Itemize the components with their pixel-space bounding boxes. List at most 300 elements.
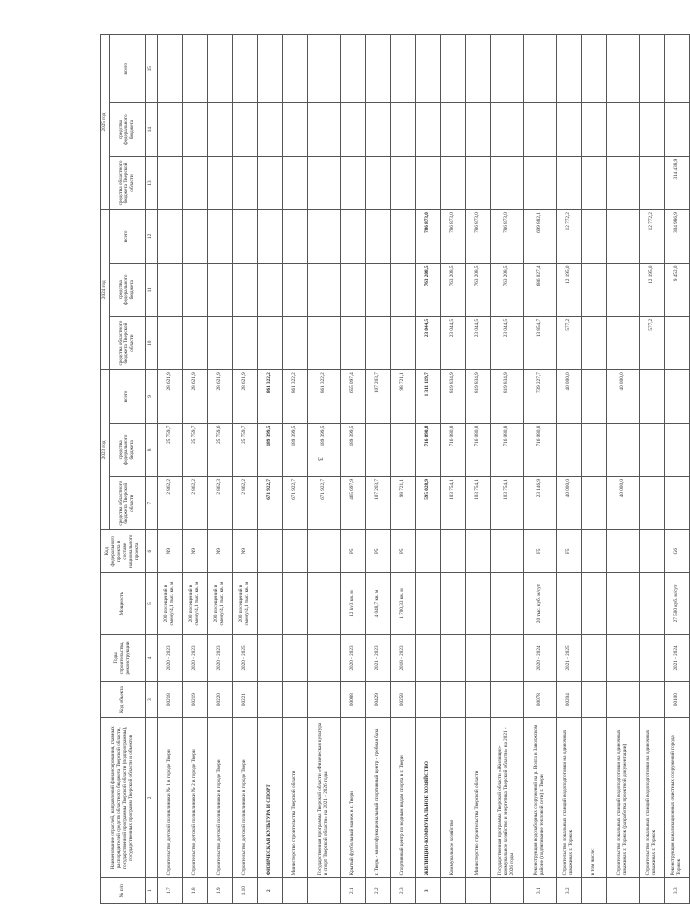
table-row: [365, 35, 390, 904]
header-regional-2025: средства областного бюджета Тверской области: [109, 156, 145, 209]
row-value: [639, 423, 664, 476]
row-value: [523, 35, 556, 103]
row-value: [157, 316, 182, 369]
column-index-row: [145, 35, 157, 904]
row-code: 00219: [182, 681, 207, 717]
row-value: [390, 35, 415, 103]
row-value: 739 227,7: [523, 370, 556, 423]
row-value: 103 754,1: [490, 477, 523, 530]
row-capacity: [257, 573, 282, 635]
row-value: [365, 263, 390, 316]
row-value: [556, 35, 581, 103]
row-value: [257, 316, 282, 369]
row-value: [232, 35, 257, 103]
row-name: Строительство детской поликлиники в городе Твери: [207, 718, 232, 878]
row-number: 3: [415, 878, 440, 904]
row-years: 2020 - 2024: [523, 635, 556, 682]
row-value: [556, 423, 581, 476]
row-value: 577,2: [639, 316, 664, 369]
row-value: 103 754,1: [465, 477, 490, 530]
row-name: Строительство детской поликлиники № 1 в городе Твери: [157, 718, 182, 878]
row-value: 716 080,8: [490, 423, 523, 476]
row-name: Реконструкция канализационных очистных сооружений города Торжок: [664, 718, 689, 878]
row-value: [307, 156, 340, 209]
table-row: [232, 35, 257, 904]
row-value: [307, 210, 340, 263]
row-value: [157, 103, 182, 156]
row-years: 2020 - 2023: [340, 635, 365, 682]
header-federal-2025: средства федерального бюджета: [109, 103, 145, 156]
row-fed-project: [639, 530, 664, 573]
row-value: [606, 156, 639, 209]
row-fed-project: F5: [556, 530, 581, 573]
row-value: [490, 156, 523, 209]
row-value: [415, 35, 440, 103]
row-value: 671 922,7: [307, 477, 340, 530]
row-value: 103 754,1: [440, 477, 465, 530]
row-value: [282, 103, 307, 156]
row-code: [282, 681, 307, 717]
row-value: [639, 156, 664, 209]
table-row: [415, 35, 440, 904]
row-value: [340, 263, 365, 316]
row-value: [639, 103, 664, 156]
row-capacity: [415, 573, 440, 635]
row-years: [606, 635, 639, 682]
row-value: 25 759,7: [182, 423, 207, 476]
row-value: 25 759,7: [232, 423, 257, 476]
row-value: 2 862,2: [232, 477, 257, 530]
row-value: 716 080,8: [440, 423, 465, 476]
row-value: 189 399,5: [257, 423, 282, 476]
table-body: [101, 35, 690, 904]
row-years: 2021 - 2025: [556, 635, 581, 682]
header-years: Годы строительства, реконструкции: [101, 635, 146, 682]
row-value: 107 203,7: [365, 477, 390, 530]
row-number: 1.9: [207, 878, 232, 904]
row-value: [581, 210, 606, 263]
row-capacity: 27 500 куб. м/сут: [664, 573, 689, 635]
row-value: 671 922,7: [257, 477, 282, 530]
row-fed-project: N9: [207, 530, 232, 573]
row-code: 00220: [207, 681, 232, 717]
column-index-cell: 11: [145, 263, 157, 316]
row-value: 23 044,5: [415, 316, 440, 369]
row-value: 577,2: [556, 316, 581, 369]
row-value: 189 399,5: [282, 423, 307, 476]
row-value: [556, 156, 581, 209]
row-code: 00100: [664, 681, 689, 717]
row-name: Строительство локальных станций водоподготовки на одиночных скважинах г. Торжок (разработка проектной документации): [606, 718, 639, 878]
row-value: [390, 156, 415, 209]
row-value: [606, 210, 639, 263]
row-value: [307, 35, 340, 103]
row-years: [581, 635, 606, 682]
table-row: [440, 35, 465, 904]
row-years: [490, 635, 523, 682]
row-value: [340, 35, 365, 103]
row-capacity: [639, 573, 664, 635]
row-value: 314 438,9: [664, 156, 689, 209]
row-value: [182, 156, 207, 209]
row-code: 00258: [390, 681, 415, 717]
row-value: [490, 35, 523, 103]
table-row: [581, 35, 606, 904]
row-fed-project: N9: [182, 530, 207, 573]
row-name: Реконструкция водозаборных сооружений на р. Волга в Заволжском районе (подтягивание тепловой сети) г. Твери: [523, 718, 556, 878]
column-index-cell: 14: [145, 103, 157, 156]
row-value: [207, 263, 232, 316]
row-number: 1.7: [157, 878, 182, 904]
row-value: 861 322,2: [282, 370, 307, 423]
row-name: ФИЗИЧЕСКАЯ КУЛЬТУРА И СПОРТ: [257, 718, 282, 878]
row-years: 2020 - 2023: [207, 635, 232, 682]
row-code: [415, 681, 440, 717]
row-fed-project: [490, 530, 523, 573]
row-fed-project: [606, 530, 639, 573]
row-years: [307, 635, 340, 682]
row-value: [257, 156, 282, 209]
row-value: 28 621,9: [207, 370, 232, 423]
header-code: Код объекта: [101, 681, 146, 717]
row-number: 3.1: [523, 878, 556, 904]
row-years: 2020 - 2023: [157, 635, 182, 682]
row-value: [207, 103, 232, 156]
row-years: 2018 - 2023: [390, 635, 415, 682]
column-index-cell: 7: [145, 477, 157, 530]
row-years: 2020 - 2025: [232, 635, 257, 682]
column-index-cell: 2: [145, 718, 157, 878]
row-value: [440, 35, 465, 103]
row-value: [365, 210, 390, 263]
capital-investment-table: [100, 34, 690, 904]
row-value: [581, 316, 606, 369]
row-number: 1.8: [182, 878, 207, 904]
row-value: [232, 103, 257, 156]
row-value: 2 862,2: [157, 477, 182, 530]
column-index-cell: 5: [145, 573, 157, 635]
row-fed-project: [307, 530, 340, 573]
table-row: [307, 35, 340, 904]
row-name: Коммунальное хозяйство: [440, 718, 465, 878]
row-fed-project: [282, 530, 307, 573]
row-capacity: 200 посещений в смену/4,1 тыс. кв. м: [182, 573, 207, 635]
row-code: [307, 681, 340, 717]
column-index-cell: 9: [145, 370, 157, 423]
row-name: в том числе:: [581, 718, 606, 878]
row-value: 786 873,0: [440, 210, 465, 263]
row-value: 25 759,6: [207, 423, 232, 476]
row-value: [639, 477, 664, 530]
row-name: г. Тверь - многофункциональный спортивный центр - гребная база: [365, 718, 390, 878]
row-value: [465, 156, 490, 209]
row-value: [182, 316, 207, 369]
header-fed-project: Код федерального проекта в составе национального проекта: [101, 530, 146, 573]
row-value: 699 882,1: [523, 210, 556, 263]
row-number: [307, 878, 340, 904]
row-value: [232, 316, 257, 369]
table-row: [157, 35, 182, 904]
row-number: 2.2: [365, 878, 390, 904]
column-index-cell: 8: [145, 423, 157, 476]
row-value: 12 772,2: [556, 210, 581, 263]
row-value: 107 203,7: [365, 370, 390, 423]
row-capacity: [490, 573, 523, 635]
row-fed-project: N9: [232, 530, 257, 573]
header-regional-2024: средства областного бюджета Тверской области: [109, 316, 145, 369]
row-number: 2.1: [340, 878, 365, 904]
row-code: [581, 681, 606, 717]
row-value: 1 311 119,7: [415, 370, 440, 423]
row-capacity: [307, 573, 340, 635]
table-row: [182, 35, 207, 904]
row-value: [232, 263, 257, 316]
row-value: 12 195,0: [556, 263, 581, 316]
row-value: 861 322,2: [257, 370, 282, 423]
row-value: 9 452,0: [664, 263, 689, 316]
row-code: 00204: [556, 681, 581, 717]
row-fed-project: P5: [390, 530, 415, 573]
row-fed-project: [257, 530, 282, 573]
row-code: [606, 681, 639, 717]
row-value: [606, 423, 639, 476]
row-value: [207, 316, 232, 369]
row-years: 2021 - 2024: [664, 635, 689, 682]
column-index-cell: 15: [145, 35, 157, 103]
row-code: [257, 681, 282, 717]
row-fed-project: [581, 530, 606, 573]
row-capacity: 4 048,7 кв. м: [365, 573, 390, 635]
row-value: 595 028,9: [415, 477, 440, 530]
row-value: 23 146,9: [523, 477, 556, 530]
row-value: [390, 263, 415, 316]
row-value: [157, 35, 182, 103]
row-value: [307, 263, 340, 316]
row-value: [365, 35, 390, 103]
row-value: [556, 103, 581, 156]
row-value: [157, 263, 182, 316]
row-years: 2021 - 2023: [365, 635, 390, 682]
row-capacity: 12 kv3 кв. м: [340, 573, 365, 635]
row-code: 00218: [157, 681, 182, 717]
row-fed-project: P5: [340, 530, 365, 573]
table-row: [639, 35, 664, 904]
row-name: Строительство локальных станций водоподготовки на одиночных скважинах г. Торжок: [639, 718, 664, 878]
row-value: [390, 423, 415, 476]
row-number: 1.10: [232, 878, 257, 904]
row-value: [490, 103, 523, 156]
header-num: № п/п: [101, 878, 146, 904]
row-value: [182, 263, 207, 316]
row-value: [365, 316, 390, 369]
header-total-2024: всего: [109, 210, 145, 263]
row-value: 861 322,2: [307, 370, 340, 423]
row-value: 716 080,8: [465, 423, 490, 476]
header-year-2024: 2024 год: [101, 210, 110, 370]
row-capacity: [465, 573, 490, 635]
row-value: 28 621,9: [232, 370, 257, 423]
table-row: [465, 35, 490, 904]
row-value: [664, 103, 689, 156]
header-year-2025: 2025 год: [101, 35, 110, 210]
row-value: 98 721,1: [390, 477, 415, 530]
row-value: [307, 316, 340, 369]
header-regional-2023: средства областного бюджета Тверской области: [109, 477, 145, 530]
column-index-cell: 6: [145, 530, 157, 573]
row-fed-project: N9: [157, 530, 182, 573]
row-fed-project: [440, 530, 465, 573]
row-capacity: 20 тыс. куб. м/сут: [523, 573, 556, 635]
row-value: [182, 210, 207, 263]
column-index-cell: 12: [145, 210, 157, 263]
row-value: [390, 210, 415, 263]
row-value: [340, 156, 365, 209]
row-value: [581, 477, 606, 530]
row-value: 23 044,5: [440, 316, 465, 369]
row-value: 819 834,9: [465, 370, 490, 423]
row-years: [639, 635, 664, 682]
row-name: Строительство детской поликлиники в городе Твери: [232, 718, 257, 878]
table-row: [390, 35, 415, 904]
row-name: Министерство строительства Тверской области: [465, 718, 490, 878]
row-capacity: [440, 573, 465, 635]
row-value: [257, 103, 282, 156]
row-value: [207, 156, 232, 209]
row-value: 304 986,9: [664, 210, 689, 263]
row-value: [232, 156, 257, 209]
row-value: [581, 370, 606, 423]
row-value: [440, 103, 465, 156]
row-value: [664, 370, 689, 423]
row-number: 3.3: [664, 878, 689, 904]
row-value: [523, 156, 556, 209]
row-name: Крытый футбольный манеж в г. Твери: [340, 718, 365, 878]
row-value: [415, 103, 440, 156]
row-capacity: 200 посещений в смену/4,1 тыс. кв. м: [157, 573, 182, 635]
row-value: [664, 423, 689, 476]
row-value: [415, 156, 440, 209]
row-code: 00429: [365, 681, 390, 717]
row-code: [639, 681, 664, 717]
row-value: [257, 210, 282, 263]
row-name: Строительство локальных станций водоподготовки на одиночных скважинах г. Торжок: [556, 718, 581, 878]
row-value: 763 208,5: [490, 263, 523, 316]
row-fed-project: F5: [523, 530, 556, 573]
row-value: 465 697,9: [340, 477, 365, 530]
row-number: [606, 878, 639, 904]
row-value: [257, 35, 282, 103]
row-value: 655 097,4: [340, 370, 365, 423]
row-value: [390, 316, 415, 369]
row-name: Спортивный центр по водным видам спорта в г. Твери: [390, 718, 415, 878]
row-number: 2.3: [390, 878, 415, 904]
row-value: 12 772,2: [639, 210, 664, 263]
row-value: [340, 210, 365, 263]
row-value: [207, 35, 232, 103]
row-name: Государственная программа Тверской области «Физическая культура и спорт Тверской области» на 2021 - 2026 годы: [307, 718, 340, 878]
row-value: 25 759,7: [157, 423, 182, 476]
row-code: 00078: [523, 681, 556, 717]
row-value: 40 000,0: [556, 477, 581, 530]
row-number: 2: [257, 878, 282, 904]
row-value: [340, 103, 365, 156]
row-value: 40 000,0: [556, 370, 581, 423]
row-value: [606, 263, 639, 316]
column-index-cell: 4: [145, 635, 157, 682]
row-value: 23 044,5: [465, 316, 490, 369]
row-value: [182, 35, 207, 103]
column-index-cell: 1: [145, 878, 157, 904]
row-value: 40 000,0: [606, 370, 639, 423]
row-value: 786 873,0: [490, 210, 523, 263]
row-code: [465, 681, 490, 717]
row-years: [440, 635, 465, 682]
row-value: [581, 156, 606, 209]
row-value: [606, 35, 639, 103]
row-name: Государственная программа Тверской области «Жилищно-коммунальное хозяйство и энергетика Тверской области» на 2021 - 2026 годы: [490, 718, 523, 878]
row-number: [465, 878, 490, 904]
row-value: [664, 316, 689, 369]
row-years: 2020 - 2023: [182, 635, 207, 682]
row-value: [639, 370, 664, 423]
row-value: [365, 103, 390, 156]
row-value: [390, 103, 415, 156]
row-value: [232, 210, 257, 263]
row-capacity: 1 700,33 кв. м: [390, 573, 415, 635]
header-total-2025: всего: [109, 35, 145, 103]
row-value: 13 854,7: [523, 316, 556, 369]
row-value: 98 721,1: [390, 370, 415, 423]
row-value: [606, 316, 639, 369]
row-value: 189 399,5: [307, 423, 340, 476]
row-fed-project: G6: [664, 530, 689, 573]
row-value: [282, 263, 307, 316]
row-value: 28 621,9: [157, 370, 182, 423]
header-capacity: Мощность: [101, 573, 146, 635]
table-row: [556, 35, 581, 904]
row-value: 28 621,9: [182, 370, 207, 423]
row-code: 00088: [340, 681, 365, 717]
row-value: [581, 103, 606, 156]
row-value: 786 873,0: [415, 210, 440, 263]
table-row: [523, 35, 556, 904]
row-value: [523, 103, 556, 156]
row-years: [257, 635, 282, 682]
row-value: 2 862,2: [182, 477, 207, 530]
table-row: [282, 35, 307, 904]
row-name: Строительство детской поликлиники № 2 в городе Твери: [182, 718, 207, 878]
row-capacity: 200 посещений в смену/4,1 тыс. кв. м: [207, 573, 232, 635]
row-value: [365, 423, 390, 476]
table-row: [340, 35, 365, 904]
row-value: 763 208,5: [465, 263, 490, 316]
row-code: [440, 681, 465, 717]
row-value: 819 834,9: [490, 370, 523, 423]
table-row: [664, 35, 689, 904]
row-value: 716 090,8: [415, 423, 440, 476]
row-value: [664, 35, 689, 103]
row-value: [282, 156, 307, 209]
row-value: 763 208,5: [440, 263, 465, 316]
row-value: [664, 477, 689, 530]
row-value: [639, 35, 664, 103]
row-number: [581, 878, 606, 904]
row-value: 686 027,4: [523, 263, 556, 316]
header-federal-2023: средства федерального бюджета: [109, 423, 145, 476]
row-value: [282, 210, 307, 263]
page-number: 3: [315, 457, 324, 461]
row-value: [581, 423, 606, 476]
